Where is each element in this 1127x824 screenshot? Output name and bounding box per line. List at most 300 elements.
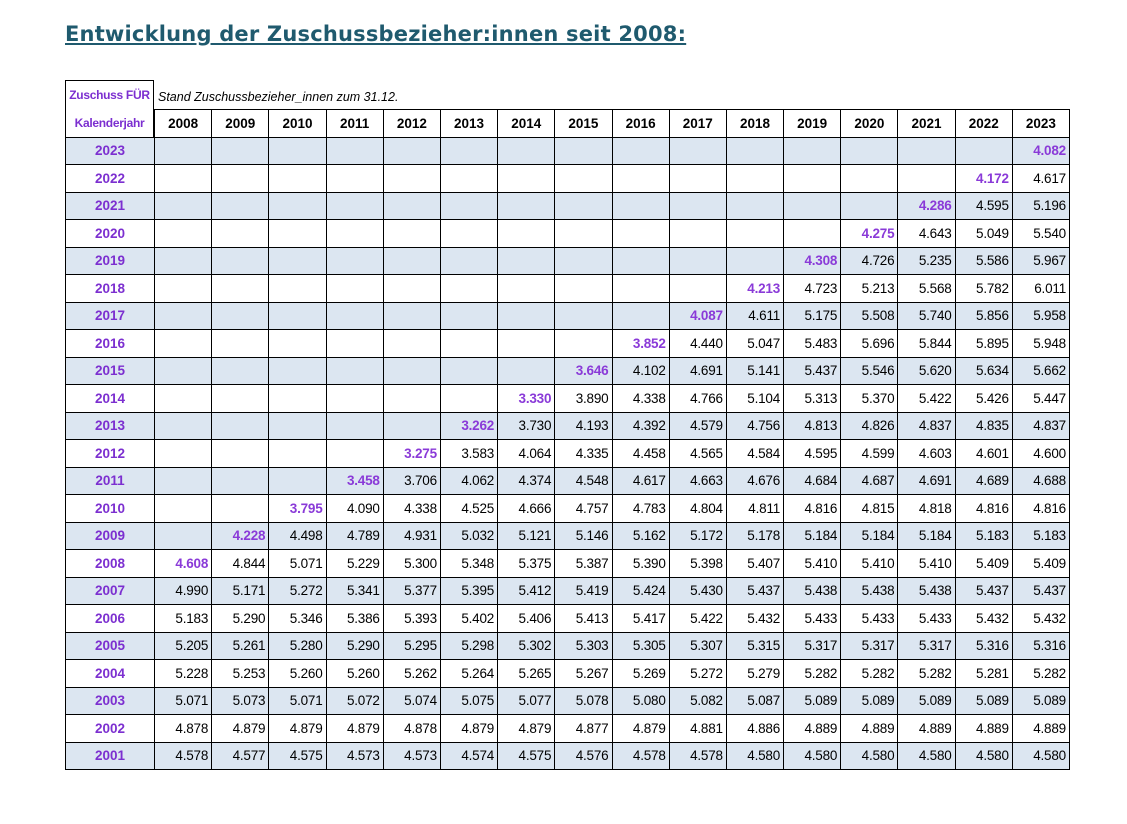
table-cell	[612, 275, 669, 303]
table-cell	[726, 137, 783, 165]
table-cell: 3.583	[440, 440, 497, 468]
table-row	[66, 660, 1070, 688]
table-cell: 4.816	[1012, 495, 1069, 523]
table-cell	[212, 330, 269, 358]
table-cell	[155, 495, 212, 523]
table-cell: 5.071	[269, 550, 326, 578]
table-cell: 5.253	[212, 660, 269, 688]
table-cell: 5.856	[955, 302, 1012, 330]
table-cell	[155, 275, 212, 303]
table-cell: 5.307	[669, 632, 726, 660]
table-cell: 5.437	[1012, 577, 1069, 605]
table-cell	[269, 137, 326, 165]
table-cell: 5.398	[669, 550, 726, 578]
table-cell	[612, 302, 669, 330]
table-cell	[155, 220, 212, 248]
table-cell	[383, 192, 440, 220]
table-cell: 5.740	[898, 302, 955, 330]
table-cell: 3.275	[383, 440, 440, 468]
table-cell: 5.696	[841, 330, 898, 358]
table-cell	[498, 357, 555, 385]
table-cell: 4.574	[440, 742, 497, 770]
table-cell: 4.818	[898, 495, 955, 523]
table-cell: 5.375	[498, 550, 555, 578]
table-cell: 5.370	[841, 385, 898, 413]
table-cell: 5.104	[726, 385, 783, 413]
table-cell	[555, 302, 612, 330]
table-cell	[669, 220, 726, 248]
column-header: 2019	[784, 110, 841, 138]
table-cell: 5.184	[898, 522, 955, 550]
row-year-label: 2021	[66, 192, 155, 220]
table-cell: 4.102	[612, 357, 669, 385]
table-cell: 4.766	[669, 385, 726, 413]
table-cell	[669, 247, 726, 275]
table-cell: 5.348	[440, 550, 497, 578]
table-cell: 4.756	[726, 412, 783, 440]
table-cell: 5.184	[841, 522, 898, 550]
table-cell	[383, 357, 440, 385]
table-cell: 4.889	[784, 715, 841, 743]
row-year-label: 2001	[66, 742, 155, 770]
table-cell: 5.432	[726, 605, 783, 633]
table-cell: 5.089	[841, 687, 898, 715]
table-cell: 3.730	[498, 412, 555, 440]
row-year-label: 2017	[66, 302, 155, 330]
table-cell: 4.308	[784, 247, 841, 275]
row-year-label: 2015	[66, 357, 155, 385]
table-cell	[498, 247, 555, 275]
table-cell	[784, 192, 841, 220]
table-cell: 5.290	[326, 632, 383, 660]
table-cell: 4.580	[1012, 742, 1069, 770]
row-year-label: 2009	[66, 522, 155, 550]
table-cell: 5.080	[612, 687, 669, 715]
table-cell: 5.282	[841, 660, 898, 688]
table-cell	[440, 275, 497, 303]
table-cell: 5.413	[555, 605, 612, 633]
table-cell: 4.286	[898, 192, 955, 220]
header-row	[66, 110, 1070, 138]
table-cell	[383, 330, 440, 358]
table-cell: 4.931	[383, 522, 440, 550]
table-cell	[212, 220, 269, 248]
table-cell	[155, 192, 212, 220]
table-cell: 5.078	[555, 687, 612, 715]
table-cell	[440, 220, 497, 248]
table-cell: 4.082	[1012, 137, 1069, 165]
table-cell	[269, 275, 326, 303]
table-cell	[669, 275, 726, 303]
table-cell: 4.837	[1012, 412, 1069, 440]
table-cell: 4.578	[669, 742, 726, 770]
table-cell: 5.047	[726, 330, 783, 358]
table-cell	[498, 330, 555, 358]
table-cell: 3.330	[498, 385, 555, 413]
table-cell: 4.392	[612, 412, 669, 440]
table-row	[66, 275, 1070, 303]
table-cell: 4.090	[326, 495, 383, 523]
table-cell: 4.580	[726, 742, 783, 770]
table-cell: 5.305	[612, 632, 669, 660]
table-cell: 4.889	[955, 715, 1012, 743]
table-cell: 5.077	[498, 687, 555, 715]
table-cell: 4.879	[269, 715, 326, 743]
row-year-label: 2013	[66, 412, 155, 440]
table-row	[66, 192, 1070, 220]
table-cell: 5.172	[669, 522, 726, 550]
table-cell	[269, 467, 326, 495]
row-year-label: 2018	[66, 275, 155, 303]
table-cell	[440, 137, 497, 165]
column-header: 2016	[612, 110, 669, 138]
table-cell: 5.346	[269, 605, 326, 633]
table-cell: 4.723	[784, 275, 841, 303]
table-cell: 5.419	[555, 577, 612, 605]
table-cell: 4.878	[155, 715, 212, 743]
table-cell: 4.617	[612, 467, 669, 495]
row-year-label: 2003	[66, 687, 155, 715]
table-cell: 4.338	[612, 385, 669, 413]
table-cell	[440, 165, 497, 193]
table-cell	[898, 165, 955, 193]
table-cell: 4.789	[326, 522, 383, 550]
table-cell: 5.272	[669, 660, 726, 688]
row-year-label: 2014	[66, 385, 155, 413]
table-cell	[212, 302, 269, 330]
table-cell	[841, 165, 898, 193]
table-cell	[326, 137, 383, 165]
table-cell	[212, 495, 269, 523]
table-cell	[326, 412, 383, 440]
table-cell	[383, 247, 440, 275]
table-cell: 4.595	[955, 192, 1012, 220]
table-cell: 4.575	[498, 742, 555, 770]
table-row	[66, 220, 1070, 248]
table-cell	[726, 192, 783, 220]
table-cell	[726, 165, 783, 193]
table-cell	[269, 247, 326, 275]
table-cell	[726, 247, 783, 275]
table-cell	[555, 165, 612, 193]
table-cell: 5.183	[155, 605, 212, 633]
row-year-label: 2012	[66, 440, 155, 468]
table-cell: 4.837	[898, 412, 955, 440]
table-cell: 4.335	[555, 440, 612, 468]
table-cell	[612, 247, 669, 275]
table-cell: 4.062	[440, 467, 497, 495]
table-cell: 5.895	[955, 330, 1012, 358]
table-cell: 4.525	[440, 495, 497, 523]
table-cell: 5.075	[440, 687, 497, 715]
table-cell	[784, 220, 841, 248]
table-row	[66, 522, 1070, 550]
table-cell: 5.437	[955, 577, 1012, 605]
table-cell	[212, 192, 269, 220]
table-cell: 5.438	[784, 577, 841, 605]
table-cell: 4.889	[841, 715, 898, 743]
table-cell	[555, 330, 612, 358]
row-year-label: 2006	[66, 605, 155, 633]
table-cell: 5.264	[440, 660, 497, 688]
table-cell: 3.262	[440, 412, 497, 440]
table-cell: 4.835	[955, 412, 1012, 440]
table-cell: 5.260	[269, 660, 326, 688]
table-cell	[440, 302, 497, 330]
table-row	[66, 247, 1070, 275]
table-cell: 5.406	[498, 605, 555, 633]
table-cell: 4.643	[898, 220, 955, 248]
table-cell: 4.440	[669, 330, 726, 358]
table-cell	[326, 275, 383, 303]
table-cell: 5.948	[1012, 330, 1069, 358]
table-cell: 5.437	[784, 357, 841, 385]
table-cell: 4.579	[669, 412, 726, 440]
table-cell: 5.426	[955, 385, 1012, 413]
table-row	[66, 302, 1070, 330]
table-cell	[440, 330, 497, 358]
table-cell	[212, 275, 269, 303]
row-year-label: 2008	[66, 550, 155, 578]
table-cell	[784, 137, 841, 165]
table-cell: 5.269	[612, 660, 669, 688]
table-cell: 5.393	[383, 605, 440, 633]
table-cell: 5.235	[898, 247, 955, 275]
table-cell: 5.184	[784, 522, 841, 550]
table-cell: 5.483	[784, 330, 841, 358]
table-cell	[612, 137, 669, 165]
table-cell: 5.402	[440, 605, 497, 633]
table-cell: 5.417	[612, 605, 669, 633]
table-row	[66, 412, 1070, 440]
table-cell: 5.447	[1012, 385, 1069, 413]
table-cell	[269, 165, 326, 193]
column-header: 2018	[726, 110, 783, 138]
table-cell	[498, 165, 555, 193]
table-cell: 5.280	[269, 632, 326, 660]
row-year-label: 2022	[66, 165, 155, 193]
table-cell	[155, 385, 212, 413]
table-cell: 4.815	[841, 495, 898, 523]
table-cell: 5.424	[612, 577, 669, 605]
row-year-label: 2007	[66, 577, 155, 605]
table-cell	[612, 220, 669, 248]
column-header: 2011	[326, 110, 383, 138]
table-cell	[383, 220, 440, 248]
table-cell: 4.816	[955, 495, 1012, 523]
table-cell: 5.433	[898, 605, 955, 633]
table-cell	[498, 275, 555, 303]
table-cell: 4.580	[841, 742, 898, 770]
table-cell: 5.412	[498, 577, 555, 605]
table-cell	[383, 137, 440, 165]
table-cell	[155, 165, 212, 193]
table-cell: 5.313	[784, 385, 841, 413]
table-cell: 5.282	[1012, 660, 1069, 688]
table-cell	[155, 440, 212, 468]
table-cell: 4.666	[498, 495, 555, 523]
table-cell	[612, 165, 669, 193]
table-cell: 5.387	[555, 550, 612, 578]
row-year-label: 2004	[66, 660, 155, 688]
column-header: 2009	[212, 110, 269, 138]
table-cell: 5.432	[955, 605, 1012, 633]
table-cell: 5.540	[1012, 220, 1069, 248]
table-cell: 5.422	[898, 385, 955, 413]
table-cell	[269, 302, 326, 330]
table-row	[66, 137, 1070, 165]
table-cell	[440, 247, 497, 275]
column-header: 2008	[155, 110, 212, 138]
table-cell: 5.302	[498, 632, 555, 660]
table-cell	[383, 412, 440, 440]
table-cell	[383, 165, 440, 193]
table-cell	[212, 385, 269, 413]
table-cell: 5.089	[1012, 687, 1069, 715]
column-header: 2015	[555, 110, 612, 138]
table-cell: 4.617	[1012, 165, 1069, 193]
table-cell: 4.600	[1012, 440, 1069, 468]
table-cell: 3.646	[555, 357, 612, 385]
table-cell: 4.087	[669, 302, 726, 330]
table-cell: 5.967	[1012, 247, 1069, 275]
table-cell	[155, 522, 212, 550]
table-cell: 5.433	[784, 605, 841, 633]
table-cell: 4.879	[498, 715, 555, 743]
table-cell: 4.611	[726, 302, 783, 330]
table-cell: 4.573	[326, 742, 383, 770]
table-cell: 5.410	[841, 550, 898, 578]
table-cell: 5.162	[612, 522, 669, 550]
table-cell: 5.213	[841, 275, 898, 303]
table-cell	[669, 165, 726, 193]
table-cell: 4.826	[841, 412, 898, 440]
table-cell: 4.726	[841, 247, 898, 275]
table-cell: 4.688	[1012, 467, 1069, 495]
table-cell	[212, 357, 269, 385]
row-year-label: 2016	[66, 330, 155, 358]
table-cell: 5.317	[841, 632, 898, 660]
status-note: Stand Zuschussbezieher_innen zum 31.12.	[158, 90, 399, 104]
table-cell	[383, 385, 440, 413]
table-row	[66, 742, 1070, 770]
table-cell: 5.071	[155, 687, 212, 715]
table-cell: 4.374	[498, 467, 555, 495]
table-cell: 5.409	[1012, 550, 1069, 578]
table-cell: 5.298	[440, 632, 497, 660]
table-cell: 5.508	[841, 302, 898, 330]
table-cell: 5.634	[955, 357, 1012, 385]
table-cell: 5.386	[326, 605, 383, 633]
table-cell	[155, 412, 212, 440]
table-cell: 4.580	[784, 742, 841, 770]
table-cell: 4.689	[955, 467, 1012, 495]
table-cell: 4.684	[784, 467, 841, 495]
table-cell	[726, 220, 783, 248]
table-cell	[383, 275, 440, 303]
table-cell: 5.844	[898, 330, 955, 358]
row-year-label: 2011	[66, 467, 155, 495]
table-cell: 5.568	[898, 275, 955, 303]
table-cell: 5.430	[669, 577, 726, 605]
table-cell: 4.064	[498, 440, 555, 468]
table-cell	[955, 137, 1012, 165]
table-cell: 3.706	[383, 467, 440, 495]
column-header: 2014	[498, 110, 555, 138]
table-cell: 5.175	[784, 302, 841, 330]
table-cell	[498, 302, 555, 330]
table-cell	[326, 357, 383, 385]
table-cell: 5.196	[1012, 192, 1069, 220]
column-header: 2022	[955, 110, 1012, 138]
table-cell: 5.433	[841, 605, 898, 633]
table-cell	[555, 247, 612, 275]
table-cell: 4.804	[669, 495, 726, 523]
table-cell: 5.410	[898, 550, 955, 578]
table-cell: 4.275	[841, 220, 898, 248]
table-cell	[326, 165, 383, 193]
table-cell: 5.586	[955, 247, 1012, 275]
table-cell: 5.290	[212, 605, 269, 633]
table-cell: 4.338	[383, 495, 440, 523]
table-cell: 4.886	[726, 715, 783, 743]
column-header: 2023	[1012, 110, 1069, 138]
table-cell: 5.265	[498, 660, 555, 688]
row-year-label: 2002	[66, 715, 155, 743]
table-cell	[326, 385, 383, 413]
table-cell: 4.576	[555, 742, 612, 770]
table-cell	[498, 192, 555, 220]
table-cell	[498, 137, 555, 165]
row-year-label: 2010	[66, 495, 155, 523]
table-cell: 4.757	[555, 495, 612, 523]
table-cell	[155, 357, 212, 385]
table-cell: 4.601	[955, 440, 1012, 468]
table-cell: 4.783	[612, 495, 669, 523]
table-cell: 4.580	[955, 742, 1012, 770]
table-cell	[269, 330, 326, 358]
table-cell: 4.990	[155, 577, 212, 605]
table-cell: 4.879	[440, 715, 497, 743]
table-cell: 5.782	[955, 275, 1012, 303]
table-cell: 4.879	[612, 715, 669, 743]
table-cell: 5.146	[555, 522, 612, 550]
table-cell	[269, 220, 326, 248]
column-header: 2020	[841, 110, 898, 138]
table-cell	[555, 192, 612, 220]
table-row	[66, 440, 1070, 468]
table-cell	[155, 247, 212, 275]
table-cell: 5.432	[1012, 605, 1069, 633]
table-cell: 5.316	[1012, 632, 1069, 660]
table-row	[66, 330, 1070, 358]
table-cell	[555, 220, 612, 248]
table-row	[66, 357, 1070, 385]
table-cell: 4.573	[383, 742, 440, 770]
table-cell	[326, 220, 383, 248]
table-cell: 4.691	[669, 357, 726, 385]
table-row	[66, 715, 1070, 743]
table-body	[66, 137, 1070, 770]
table-cell: 3.890	[555, 385, 612, 413]
table-cell: 4.813	[784, 412, 841, 440]
table-cell: 5.317	[784, 632, 841, 660]
table-cell: 5.049	[955, 220, 1012, 248]
table-row	[66, 467, 1070, 495]
table-cell: 5.662	[1012, 357, 1069, 385]
table-cell: 4.877	[555, 715, 612, 743]
table-cell	[383, 302, 440, 330]
